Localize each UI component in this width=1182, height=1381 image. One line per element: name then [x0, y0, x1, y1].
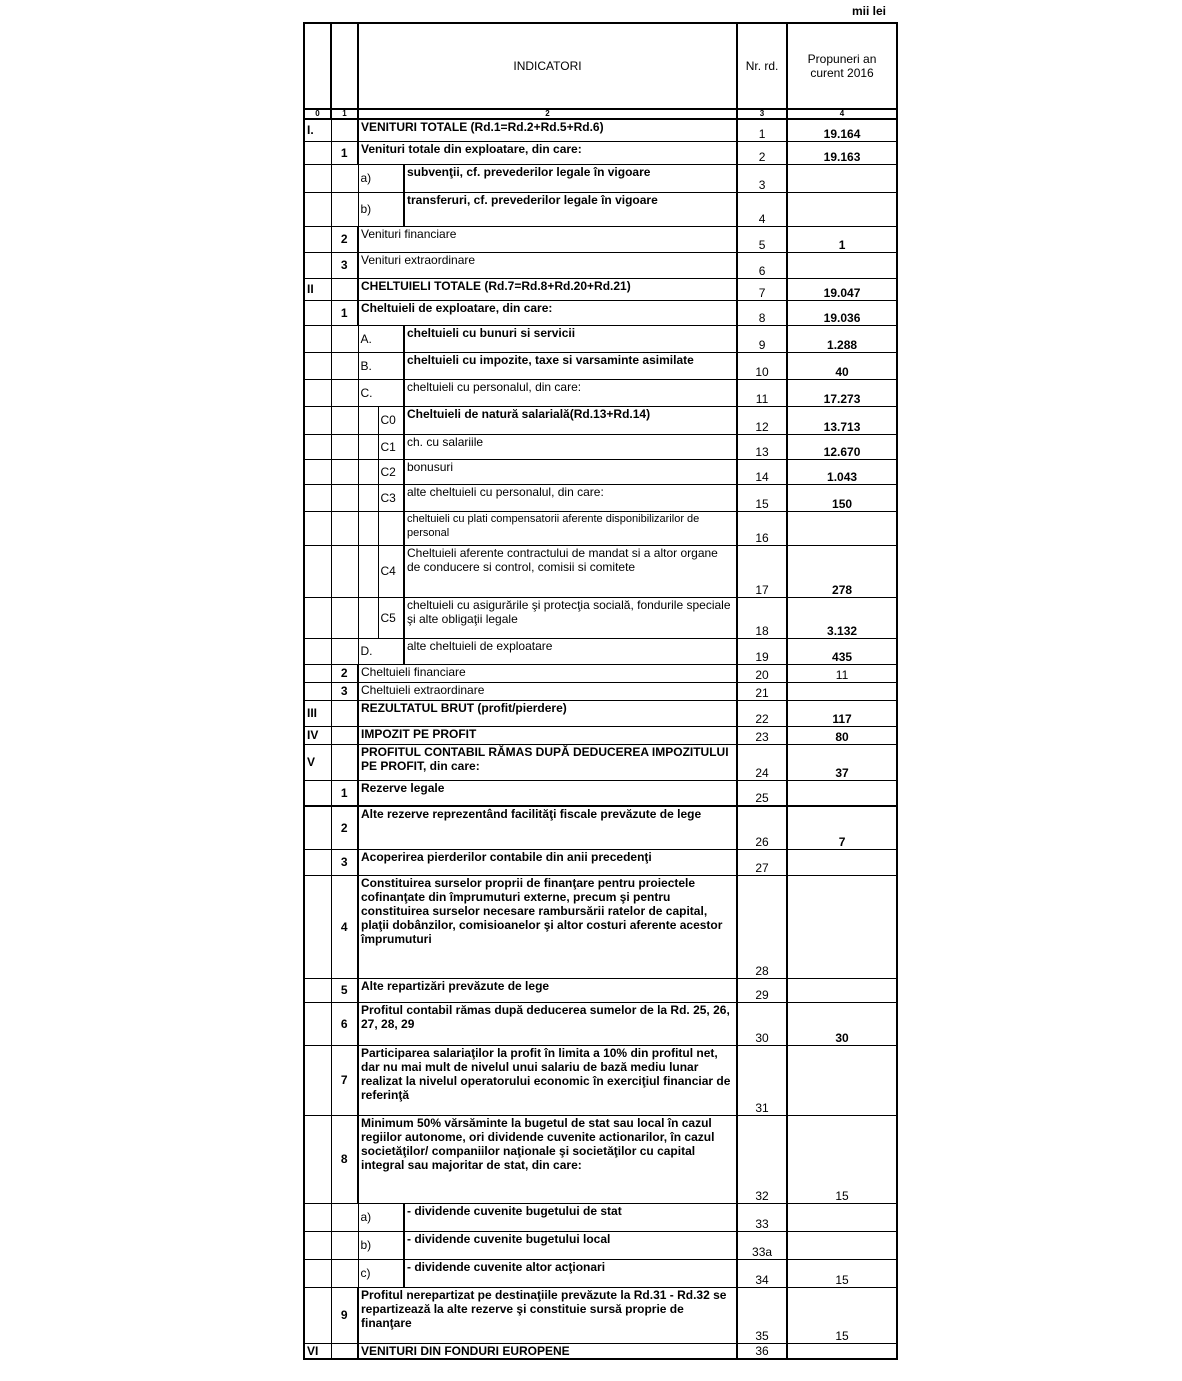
row-letter — [358, 511, 378, 545]
row-label: cheltuieli cu asigurările şi protecţia socială, fondurile speciale şi alte obligaţii legale — [404, 597, 737, 638]
row-number: 1 — [331, 300, 358, 325]
table-row — [304, 459, 897, 484]
row-value: 150 — [787, 484, 897, 511]
row-label: ch. cu salariile — [404, 434, 737, 459]
row-nr: 3 — [737, 164, 787, 192]
row-label: alte cheltuieli cu personalul, din care: — [404, 484, 737, 511]
row-subcode — [378, 511, 404, 545]
row-nr: 12 — [737, 406, 787, 434]
row-value: 30 — [787, 1002, 897, 1045]
row-number — [331, 406, 358, 434]
row-label: Cheltuieli extraordinare — [358, 682, 737, 700]
row-nr: 8 — [737, 300, 787, 325]
row-nr: 7 — [737, 278, 787, 300]
row-label: Minimum 50% vărsăminte la bugetul de stat sau local în cazul regiilor autonome, ori dividende cuvenite actionarilor, în cazul societăţilor/ companiilor naţionale şi societăţilor cu capital integral sau majoritar de stat, din care: — [358, 1115, 737, 1203]
table-row — [304, 1002, 897, 1045]
table-row — [304, 252, 897, 278]
row-value: 11 — [787, 664, 897, 682]
row-roman — [304, 875, 331, 978]
row-number — [331, 597, 358, 638]
table-row — [304, 638, 897, 664]
row-number — [331, 192, 358, 226]
row-roman — [304, 1259, 331, 1287]
row-label: IMPOZIT PE PROFIT — [358, 726, 737, 744]
row-letter: c) — [358, 1259, 404, 1287]
row-label: Cheltuieli aferente contractului de mandat si a altor organe de conducere si control, comisii si comitete — [404, 545, 737, 597]
row-nr: 36 — [737, 1343, 787, 1359]
table-row — [304, 682, 897, 700]
row-nr: 18 — [737, 597, 787, 638]
row-nr: 15 — [737, 484, 787, 511]
row-nr: 30 — [737, 1002, 787, 1045]
row-number — [331, 325, 358, 352]
row-value — [787, 978, 897, 1002]
row-nr: 4 — [737, 192, 787, 226]
row-label: cheltuieli cu personalul, din care: — [404, 379, 737, 406]
row-roman — [304, 597, 331, 638]
idx-3: 3 — [737, 109, 787, 119]
row-nr: 33 — [737, 1203, 787, 1231]
row-value: 435 — [787, 638, 897, 664]
table-row — [304, 875, 897, 978]
row-number — [331, 700, 358, 726]
row-number — [331, 119, 358, 141]
table-row — [304, 226, 897, 252]
row-value: 1 — [787, 226, 897, 252]
table-row — [304, 744, 897, 780]
row-number — [331, 726, 358, 744]
row-label: alte cheltuieli de exploatare — [404, 638, 737, 664]
row-value — [787, 164, 897, 192]
row-value — [787, 1343, 897, 1359]
row-letter: B. — [358, 352, 404, 379]
row-value: 15 — [787, 1115, 897, 1203]
row-label: subvenţii, cf. prevederilor legale în vigoare — [404, 164, 737, 192]
row-value: 40 — [787, 352, 897, 379]
row-roman: III — [304, 700, 331, 726]
row-subcode: C3 — [378, 484, 404, 511]
row-roman — [304, 379, 331, 406]
row-value — [787, 252, 897, 278]
row-letter: b) — [358, 1231, 404, 1259]
row-number — [331, 434, 358, 459]
row-value: 1.043 — [787, 459, 897, 484]
table-row — [304, 352, 897, 379]
row-roman — [304, 849, 331, 875]
row-nr: 29 — [737, 978, 787, 1002]
row-value: 15 — [787, 1287, 897, 1343]
row-number: 5 — [331, 978, 358, 1002]
row-roman — [304, 352, 331, 379]
unit-label: mii lei — [852, 4, 887, 18]
row-roman — [304, 1231, 331, 1259]
row-roman: V — [304, 744, 331, 780]
row-number: 6 — [331, 1002, 358, 1045]
row-nr: 16 — [737, 511, 787, 545]
row-roman — [304, 1203, 331, 1231]
row-label: - dividende cuvenite bugetului local — [404, 1231, 737, 1259]
table-row — [304, 511, 897, 545]
table-row — [304, 1231, 897, 1259]
row-letter: D. — [358, 638, 404, 664]
row-nr: 35 — [737, 1287, 787, 1343]
header-nr-rd: Nr. rd. — [737, 23, 787, 109]
row-roman — [304, 511, 331, 545]
row-roman: II — [304, 278, 331, 300]
table-row — [304, 545, 897, 597]
row-number: 3 — [331, 682, 358, 700]
idx-1: 1 — [331, 109, 358, 119]
row-nr: 21 — [737, 682, 787, 700]
row-number — [331, 1203, 358, 1231]
row-label: Participarea salariaţilor la profit în limita a 10% din profitul net, dar nu mai mult de nivelul unui salariu de bază mediu lunar realizat la nivelul operatorului economic în exerciţiul financiar de referinţă — [358, 1045, 737, 1115]
row-roman — [304, 164, 331, 192]
row-label: Cheltuieli de exploatare, din care: — [358, 300, 737, 325]
table-row — [304, 325, 897, 352]
row-value — [787, 511, 897, 545]
row-roman — [304, 484, 331, 511]
row-value: 19.164 — [787, 119, 897, 141]
row-roman — [304, 141, 331, 164]
row-label: Constituirea surselor proprii de finanţare pentru proiectele cofinanţate din împrumuturi externe, precum şi pentru constituirea surselor necesare rambursării ratelor de capital, plaţii dobânzilor, comisioanelor şi altor costuri aferente acestor împrumuturi — [358, 875, 737, 978]
row-value: 37 — [787, 744, 897, 780]
row-value: 117 — [787, 700, 897, 726]
row-label: cheltuieli cu impozite, taxe si varsaminte asimilate — [404, 352, 737, 379]
row-nr: 13 — [737, 434, 787, 459]
table-row — [304, 978, 897, 1002]
row-subcode: C1 — [378, 434, 404, 459]
table-row — [304, 1259, 897, 1287]
table-row — [304, 379, 897, 406]
row-number: 3 — [331, 849, 358, 875]
row-number — [331, 459, 358, 484]
row-label: - dividende cuvenite altor acţionari — [404, 1259, 737, 1287]
row-label: VENITURI TOTALE (Rd.1=Rd.2+Rd.5+Rd.6) — [358, 119, 737, 141]
row-number: 2 — [331, 226, 358, 252]
row-letter — [358, 406, 378, 434]
row-number — [331, 638, 358, 664]
row-number — [331, 511, 358, 545]
row-value: 15 — [787, 1259, 897, 1287]
row-roman — [304, 1115, 331, 1203]
row-nr: 31 — [737, 1045, 787, 1115]
row-roman — [304, 664, 331, 682]
row-letter: b) — [358, 192, 404, 226]
row-value — [787, 1045, 897, 1115]
row-nr: 1 — [737, 119, 787, 141]
row-label: cheltuieli cu plati compensatorii aferente disponibilizarilor de personal — [404, 511, 737, 545]
row-label: - dividende cuvenite bugetului de stat — [404, 1203, 737, 1231]
table-row — [304, 164, 897, 192]
row-nr: 24 — [737, 744, 787, 780]
row-label: Acoperirea pierderilor contabile din anii precedenţi — [358, 849, 737, 875]
row-value: 80 — [787, 726, 897, 744]
row-letter — [358, 459, 378, 484]
row-roman — [304, 226, 331, 252]
row-label: Profitul contabil rămas după deducerea sumelor de la Rd. 25, 26, 27, 28, 29 — [358, 1002, 737, 1045]
row-label: Alte rezerve reprezentând facilităţi fiscale prevăzute de lege — [358, 806, 737, 849]
row-letter: a) — [358, 1203, 404, 1231]
row-subcode: C0 — [378, 406, 404, 434]
table-row — [304, 806, 897, 849]
table-row — [304, 278, 897, 300]
table-header — [304, 23, 897, 109]
row-nr: 19 — [737, 638, 787, 664]
row-value: 13.713 — [787, 406, 897, 434]
row-nr: 32 — [737, 1115, 787, 1203]
row-label: REZULTATUL BRUT (profit/pierdere) — [358, 700, 737, 726]
row-roman: I. — [304, 119, 331, 141]
row-number: 2 — [331, 806, 358, 849]
row-roman — [304, 434, 331, 459]
row-letter: a) — [358, 164, 404, 192]
table-row — [304, 1287, 897, 1343]
row-label: bonusuri — [404, 459, 737, 484]
row-label: CHELTUIELI TOTALE (Rd.7=Rd.8+Rd.20+Rd.21) — [358, 278, 737, 300]
table-row — [304, 1115, 897, 1203]
table-row — [304, 1045, 897, 1115]
row-roman — [304, 252, 331, 278]
row-value: 7 — [787, 806, 897, 849]
row-label: Cheltuieli financiare — [358, 664, 737, 682]
row-number: 3 — [331, 252, 358, 278]
row-number: 8 — [331, 1115, 358, 1203]
row-value — [787, 1231, 897, 1259]
table-row — [304, 1203, 897, 1231]
row-value — [787, 192, 897, 226]
table-row — [304, 300, 897, 325]
row-label: cheltuieli cu bunuri si servicii — [404, 325, 737, 352]
row-nr: 23 — [737, 726, 787, 744]
row-number — [331, 278, 358, 300]
row-nr: 2 — [737, 141, 787, 164]
table-row — [304, 406, 897, 434]
row-nr: 33a — [737, 1231, 787, 1259]
row-label: PROFITUL CONTABIL RĂMAS DUPĂ DEDUCEREA IMPOZITULUI PE PROFIT, din care: — [358, 744, 737, 780]
row-nr: 26 — [737, 806, 787, 849]
column-index-row — [304, 109, 897, 119]
row-roman — [304, 406, 331, 434]
table-row — [304, 664, 897, 682]
idx-4: 4 — [787, 109, 897, 119]
row-nr: 10 — [737, 352, 787, 379]
table-row — [304, 597, 897, 638]
row-nr: 6 — [737, 252, 787, 278]
row-nr: 28 — [737, 875, 787, 978]
row-value: 3.132 — [787, 597, 897, 638]
row-value — [787, 1203, 897, 1231]
row-value: 19.163 — [787, 141, 897, 164]
row-nr: 27 — [737, 849, 787, 875]
row-roman — [304, 459, 331, 484]
row-letter — [358, 597, 378, 638]
header-propuneri: Propuneri an curent 2016 — [787, 23, 897, 109]
row-roman — [304, 638, 331, 664]
table-row — [304, 780, 897, 806]
row-roman — [304, 300, 331, 325]
row-value — [787, 849, 897, 875]
row-number — [331, 744, 358, 780]
table-row — [304, 434, 897, 459]
table-row — [304, 1343, 897, 1359]
row-number — [331, 1259, 358, 1287]
row-nr: 22 — [737, 700, 787, 726]
table-row — [304, 141, 897, 164]
row-subcode: C5 — [378, 597, 404, 638]
row-value: 19.047 — [787, 278, 897, 300]
row-nr: 9 — [737, 325, 787, 352]
row-roman: VI — [304, 1343, 331, 1359]
row-roman — [304, 682, 331, 700]
row-roman — [304, 325, 331, 352]
row-value — [787, 682, 897, 700]
row-value — [787, 780, 897, 806]
table-row — [304, 119, 897, 141]
row-value — [787, 875, 897, 978]
row-value: 19.036 — [787, 300, 897, 325]
row-label: Rezerve legale — [358, 780, 737, 806]
table-row — [304, 700, 897, 726]
row-roman — [304, 806, 331, 849]
row-label: Venituri financiare — [358, 226, 737, 252]
row-value: 17.273 — [787, 379, 897, 406]
row-number: 1 — [331, 780, 358, 806]
row-number — [331, 164, 358, 192]
row-subcode: C2 — [378, 459, 404, 484]
row-value: 1.288 — [787, 325, 897, 352]
row-nr: 14 — [737, 459, 787, 484]
row-number — [331, 352, 358, 379]
row-letter — [358, 545, 378, 597]
row-roman — [304, 545, 331, 597]
row-roman — [304, 978, 331, 1002]
table-row — [304, 192, 897, 226]
row-label: Profitul nerepartizat pe destinaţiile prevăzute la Rd.31 - Rd.32 se repartizează la alte rezerve şi constituie sursă proprie de finanţare — [358, 1287, 737, 1343]
budget-table — [303, 22, 898, 1360]
row-letter: A. — [358, 325, 404, 352]
table-row — [304, 484, 897, 511]
row-nr: 34 — [737, 1259, 787, 1287]
row-label: Alte repartizări prevăzute de lege — [358, 978, 737, 1002]
row-number: 1 — [331, 141, 358, 164]
row-roman: IV — [304, 726, 331, 744]
row-roman — [304, 192, 331, 226]
row-value: 12.670 — [787, 434, 897, 459]
row-nr: 5 — [737, 226, 787, 252]
row-label: Venituri totale din exploatare, din care: — [358, 141, 737, 164]
row-number: 7 — [331, 1045, 358, 1115]
row-number — [331, 545, 358, 597]
row-label: Cheltuieli de natură salarială(Rd.13+Rd.14) — [404, 406, 737, 434]
row-roman — [304, 1287, 331, 1343]
row-number — [331, 1343, 358, 1359]
idx-2: 2 — [358, 109, 737, 119]
row-subcode: C4 — [378, 545, 404, 597]
row-nr: 20 — [737, 664, 787, 682]
row-roman — [304, 780, 331, 806]
row-number: 2 — [331, 664, 358, 682]
row-number — [331, 484, 358, 511]
row-label: transferuri, cf. prevederilor legale în vigoare — [404, 192, 737, 226]
row-label: Venituri extraordinare — [358, 252, 737, 278]
row-roman — [304, 1002, 331, 1045]
row-number: 9 — [331, 1287, 358, 1343]
table-row — [304, 849, 897, 875]
row-roman — [304, 1045, 331, 1115]
row-letter — [358, 434, 378, 459]
row-number — [331, 379, 358, 406]
row-number: 4 — [331, 875, 358, 978]
row-nr: 17 — [737, 545, 787, 597]
idx-0: 0 — [304, 109, 331, 119]
row-nr: 11 — [737, 379, 787, 406]
row-nr: 25 — [737, 780, 787, 806]
row-number — [331, 1231, 358, 1259]
row-letter — [358, 484, 378, 511]
table-row — [304, 726, 897, 744]
row-label: VENITURI DIN FONDURI EUROPENE — [358, 1343, 737, 1359]
header-indicatori: INDICATORI — [358, 23, 737, 109]
row-value: 278 — [787, 545, 897, 597]
row-letter: C. — [358, 379, 404, 406]
